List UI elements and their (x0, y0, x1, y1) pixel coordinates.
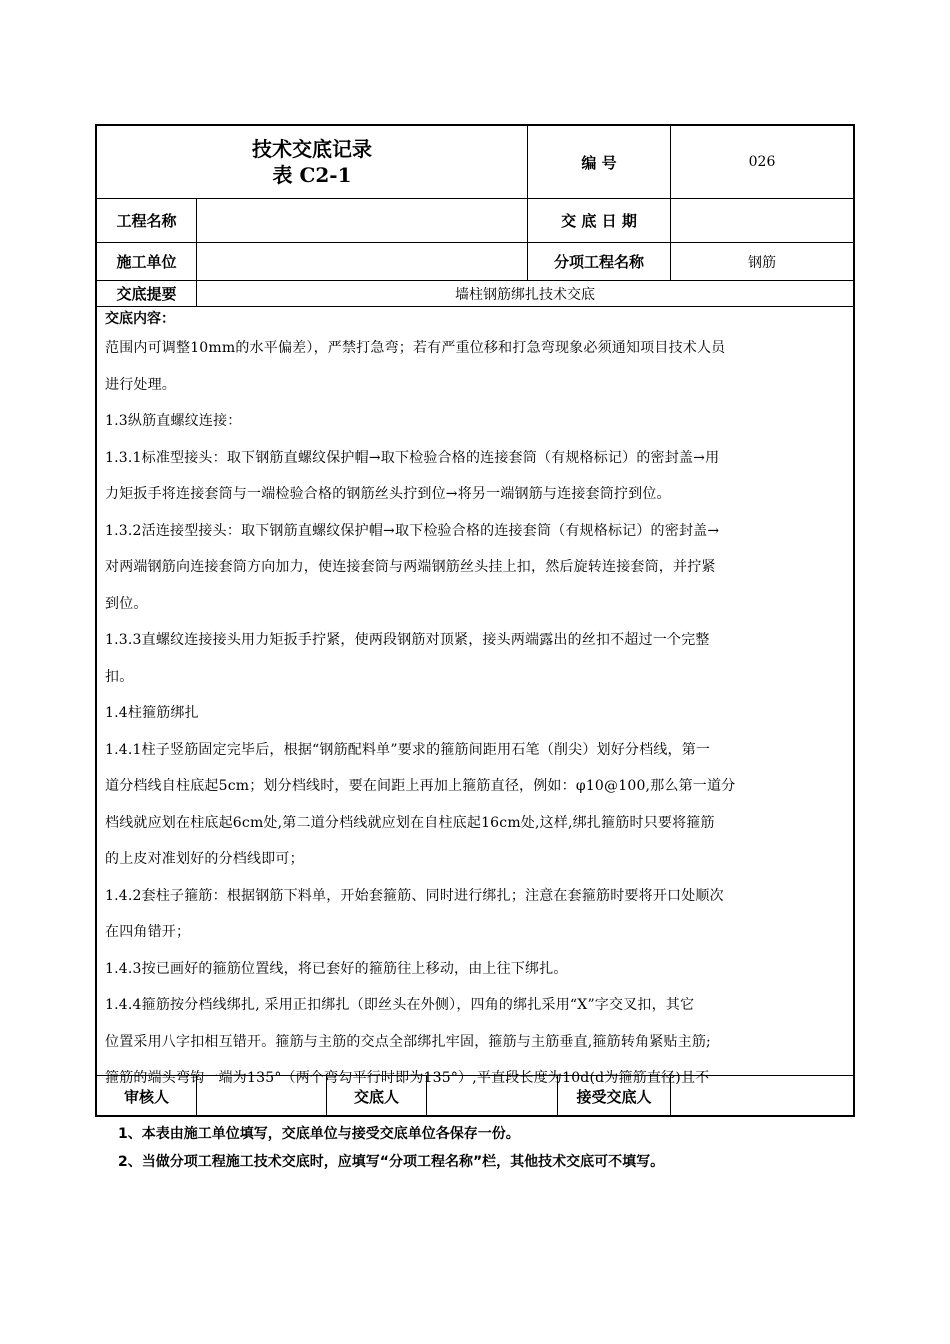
summary-field[interactable]: 墙柱钢筋绑扎技术交底 (455, 286, 595, 303)
summary-label: 交底提要 (116, 285, 177, 303)
content-line: 的上皮对准划好的分档线即可； (105, 851, 304, 867)
content-line: 1.3.1标准型接头：取下钢筋直螺纹保护帽→取下检验合格的连接套筒（有规格标记）的密封盖→用 (105, 449, 720, 466)
content-body (105, 330, 845, 1097)
reviewer-label: 审核人 (123, 1088, 169, 1106)
note-item: 1、本表由施工单位填写，交底单位与接受交底单位各保存一份。 (118, 1126, 520, 1142)
content-line: 1.4.4箍筋按分档线绑扎, 采用正扣绑扎（即丝头在外侧），四角的绑扎采用“X”字交叉扣，其它 (105, 997, 695, 1013)
content-line: 1.4.3按已画好的箍筋位置线，将已套好的箍筋往上移动，由上往下绑扎。 (105, 960, 568, 977)
content-line: 1.3.3直螺纹连接接头用力矩扳手拧紧，使两段钢筋对顶紧，接头两端露出的丝扣不超过一个完整 (105, 632, 710, 648)
content-line: 范围内可调整10mm的水平偏差），严禁打急弯；若有严重位移和打急弯现象必须通知项目技术人员 (105, 340, 726, 356)
content-line: 到位。 (105, 595, 148, 612)
form-notes (118, 1120, 878, 1176)
disclosure-date-label: 交 底 日 期 (561, 212, 637, 230)
technical-disclosure-form (95, 124, 855, 1117)
content-line: 箍筋的端头弯钩一端为135°（两个弯勾平行时即为135°）,平直段长度为10d(d为箍筋直径)且不 (105, 1070, 710, 1086)
form-title-code: 表 C2-1 (272, 163, 352, 187)
content-line: 1.4柱箍筋绑扎 (105, 705, 199, 721)
sub-project-label: 分项工程名称 (553, 253, 644, 271)
content-line: 道分档线自柱底起5cm；划分档线时，要在间距上再加上箍筋直径，例如：φ10@100,那么第一道分 (105, 778, 736, 794)
content-line: 在四角错开； (105, 924, 191, 940)
project-name-field[interactable] (197, 199, 527, 242)
construction-unit-label: 施工单位 (116, 253, 177, 271)
form-title (97, 126, 527, 198)
sub-project-field[interactable]: 钢筋 (748, 254, 776, 271)
content-line: 1.3纵筋直螺纹连接： (105, 413, 242, 429)
content-line: 位置采用八字扣相互错开。箍筋与主筋的交点全部绑扎牢固，箍筋与主筋垂直,箍筋转角紧贴主筋; (105, 1033, 711, 1050)
content-line: 扣。 (105, 668, 134, 685)
content-line: 进行处理。 (105, 376, 176, 393)
row-divider (97, 306, 853, 307)
disclosure-content (105, 308, 845, 1086)
number-value[interactable]: 026 (748, 154, 776, 170)
form-title-main: 技术交底记录 (252, 137, 372, 161)
content-line: 力矩扳手将连接套筒与一端检验合格的钢筋丝头拧到位→将另一端钢筋与连接套筒拧到位。 (105, 486, 671, 502)
content-line: 1.3.2活连接型接头：取下钢筋直螺纹保护帽→取下检验合格的连接套筒（有规格标记）的密封盖→ (105, 522, 720, 539)
content-line: 1.4.2套柱子箍筋：根据钢筋下料单，开始套箍筋、同时进行绑扎；注意在套箍筋时要将开口处顺次 (105, 887, 724, 904)
reviewer-field[interactable] (197, 1076, 326, 1117)
content-line: 1.4.1柱子竖筋固定完毕后，根据“钢筋配料单”要求的箍筋间距用石笔（削尖）划好分档线，第一 (105, 741, 711, 758)
content-line: 对两端钢筋向连接套筒方向加力，使连接套筒与两端钢筋丝头挂上扣，然后旋转连接套筒，并拧紧 (105, 559, 716, 575)
project-name-label: 工程名称 (116, 212, 177, 230)
content-line: 档线就应划在柱底起6cm处,第二道分档线就应划在自柱底起16cm处,这样,绑扎箍筋时只要将箍筋 (105, 814, 715, 831)
number-label: 编 号 (581, 153, 617, 172)
content-heading: 交底内容： (105, 311, 175, 327)
discloser-label: 交底人 (353, 1088, 399, 1106)
discloser-field[interactable] (427, 1076, 557, 1117)
note-item: 2、当做分项工程施工技术交底时，应填写“分项工程名称”栏，其他技术交底可不填写。 (118, 1154, 665, 1170)
construction-unit-field[interactable] (197, 243, 527, 280)
receiver-field[interactable] (671, 1076, 853, 1117)
receiver-label: 接受交底人 (576, 1088, 652, 1106)
disclosure-date-field[interactable] (671, 199, 853, 242)
